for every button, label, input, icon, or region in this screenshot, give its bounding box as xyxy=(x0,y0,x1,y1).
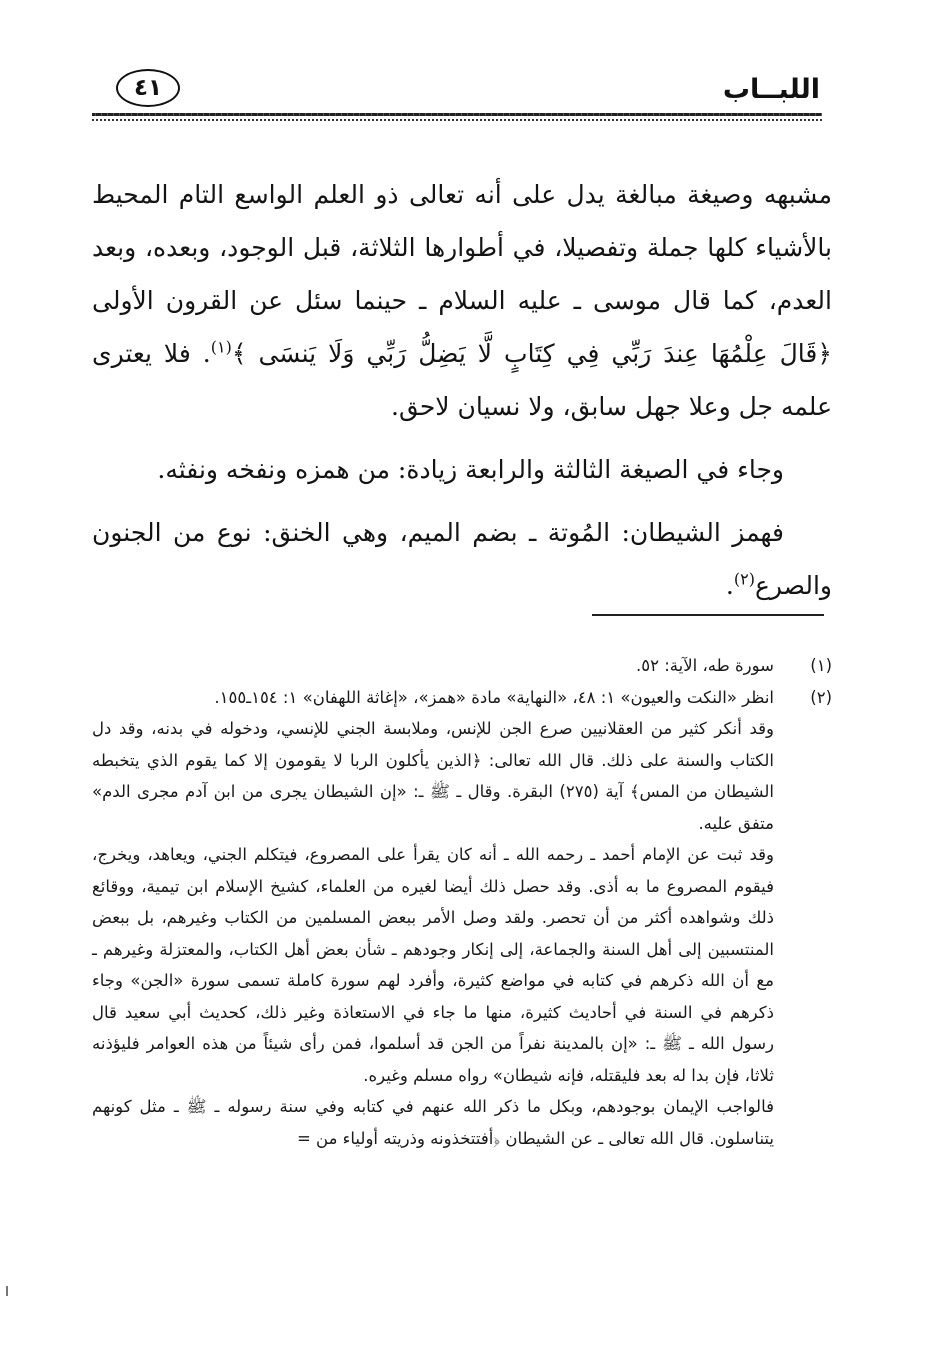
footnote-separator xyxy=(592,614,824,616)
page-header xyxy=(92,62,822,122)
footnote-2 xyxy=(92,682,832,1155)
footnote-2-number: (٢) xyxy=(810,687,832,707)
scan-edge-mark xyxy=(6,1286,8,1296)
footnote-1-text: سورة طه، الآية: ٥٢. xyxy=(636,656,774,675)
footnote-2-paragraph-3: وقد ثبت عن الإمام أحمد ـ رحمه الله ـ أنه كان يقرأ على المصروع، فيتكلم الجني، ويعاهد، ويخرج، فيقوم المصروع ما به أذى. وقد حصل ذلك أيضا لغيره من العلماء، كشيخ الإسلام ابن تيمية، ووقائع ذلك وشواهده أكثر من أن تحصر. ولقد وصل الأمر ببعض المسلمين من الكتاب وغيرهم، بل ببعض المنتسبين إلى أهل السنة والجماعة، إلى إنكار وجودهم ـ شأن بعض أهل الكتاب، والمعتزلة وغيرهم ـ مع أن الله ذكرهم في كتابه في مواضع كثيرة، وأفرد لهم سورة كاملة تسمى سورة «الجن» وجاء ذكرهم في السنة في أحاديث كثيرة، منها ما جاء في الاستعاذة وغير ذلك، كحديث أبي سعيد قال رسول الله ـ ﷺ ـ: «إن بالمدينة نفراً من الجن قد أسلموا، فمن رأى شيئاً من هذه العوامر فليؤذنه ثلاثا، فإن بدا له بعد فليقتله، فإنه شيطان» رواه مسلم وغيره. xyxy=(92,845,774,1085)
footnote-marker-1: (١) xyxy=(210,337,232,357)
footnote-marker-2: (٢) xyxy=(733,569,755,589)
main-body-text xyxy=(92,168,832,612)
footnote-1-number: (١) xyxy=(810,656,832,675)
paragraph-3-text: فهمز الشيطان: المُوتة ـ بضم الميم، وهي الخنق: نوع من الجنون والصرع xyxy=(92,518,832,600)
page-number-badge: ٤١ xyxy=(116,69,180,107)
body-paragraph-3 xyxy=(92,506,832,612)
paragraph-1-end: . فلا يعترى علمه جل وعلا جهل سابق، ولا نسيان لاحق. xyxy=(92,339,832,421)
header-rule-dotted xyxy=(92,119,822,121)
running-title: اللبــاب xyxy=(722,74,820,105)
body-paragraph-2: وجاء في الصيغة الثالثة والرابعة زيادة: من همزه ونفخه ونفثه. xyxy=(157,455,784,484)
paragraph-3-end: . xyxy=(725,571,734,600)
footnotes-section xyxy=(92,650,832,1154)
body-paragraph-1 xyxy=(92,168,832,433)
footnote-2-paragraph-1: انظر «النكت والعيون» ١: ٤٨، «النهاية» مادة «همز»، «إغاثة اللهفان» ١: ١٥٤ـ١٥٥. xyxy=(214,687,774,707)
footnote-1 xyxy=(92,650,832,682)
header-rule xyxy=(92,113,822,116)
footnote-2-paragraph-4: فالواجب الإيمان بوجودهم، وبكل ما ذكر الله عنهم في كتابه وفي سنة رسوله ـ ﷺ ـ مثل كونهم يتناسلون. قال الله تعالى ـ عن الشيطان ﴿أفتتخذونه وذريته أولياء من = xyxy=(92,1097,774,1148)
paragraph-1-text: مشبهه وصيغة مبالغة يدل على أنه تعالى ذو العلم الواسع التام المحيط بالأشياء كلها جملة وتفصيلا، في أطوارها الثلاثة، قبل الوجود، وبعده، وبعد العدم، كما قال موسى ـ عليه السلام ـ حينما سئل عن القرون الأولى ﴿قَالَ عِلْمُهَا عِندَ رَبِّي فِي كِتَابٍ لَّا يَضِلُّ رَبِّي وَلَا يَنسَى ﴾ xyxy=(92,180,832,368)
footnote-2-paragraph-2: وقد أنكر كثير من العقلانيين صرع الجن للإنس، وملابسة الجني للإنسي، ودخوله في بدنه، وقد دل الكتاب والسنة على ذلك. قال الله تعالى: ﴿الذين يأكلون الربا لا يقومون إلا كما يقوم الذي يتخبطه الشيطان من المس﴾ آية (٢٧٥) البقرة. وقال ـ ﷺ ـ: «إن الشيطان يجرى من ابن آدم مجرى الدم» متفق عليه. xyxy=(92,719,774,833)
